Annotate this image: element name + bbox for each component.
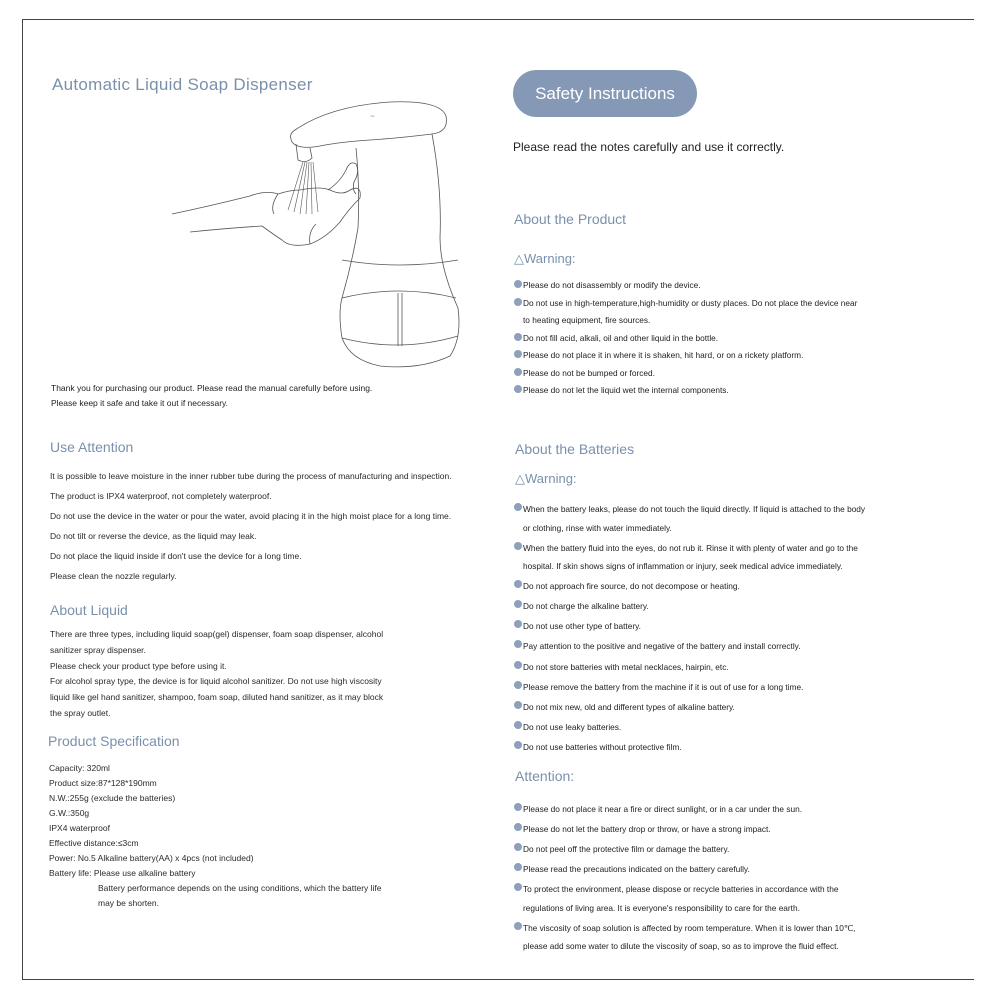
spec-line: Effective distance:≤3cm [49, 838, 139, 848]
bullet-icon [514, 823, 522, 831]
bullet-icon [514, 368, 522, 376]
page-title: Automatic Liquid Soap Dispenser [52, 75, 313, 94]
spec-line: Product size:87*128*190mm [49, 778, 157, 788]
bullet-icon [514, 333, 522, 341]
spec-line: Power: No.5 Alkaline battery(AA) x 4pcs (not included) [49, 853, 254, 863]
bullet-icon [514, 863, 522, 871]
text-line: the spray outlet. [50, 707, 111, 718]
bullet-icon [514, 661, 522, 669]
list-item: Please do not let the liquid wet the internal components. [514, 382, 954, 400]
frame-top-border [22, 19, 974, 20]
list-item: Please do not be bumped or forced. [514, 365, 954, 383]
list-item: When the battery fluid into the eyes, do not rub it. Rinse it with plenty of water and go to the hospital. If skin shows signs of inflammation or injury, seek medical advice immediately. [514, 539, 954, 576]
spec-line: may be shorten. [98, 898, 159, 908]
thanks-text [51, 381, 491, 411]
product-warning-label: △Warning: [514, 251, 576, 266]
list-item: Do not tilt or reverse the device, as the liquid may leak. [50, 531, 257, 541]
bullet-icon [514, 580, 522, 588]
attention-title: Attention: [515, 768, 575, 784]
list-item: Do not charge the alkaline battery. [514, 597, 954, 616]
about-liquid-title: About Liquid [50, 602, 128, 618]
list-item: Do not store batteries with metal necklaces, hairpin, etc. [514, 658, 954, 677]
product-spec-title: Product Specification [48, 733, 180, 749]
list-item: Please do not disassembly or modify the device. [514, 277, 954, 295]
list-item: Please remove the battery from the machine if it is out of use for a long time. [514, 678, 954, 697]
bullet-icon [514, 542, 522, 550]
list-item: Do not use other type of battery. [514, 617, 954, 636]
attention-list [514, 800, 954, 958]
bullet-icon [514, 600, 522, 608]
bullet-icon [514, 503, 522, 511]
list-item: Do not fill acid, alkali, oil and other liquid in the bottle. [514, 330, 954, 348]
spec-line: IPX4 waterproof [49, 823, 110, 833]
spec-line: N.W.:255g (exclude the batteries) [49, 793, 176, 803]
list-item: Do not peel off the protective film or damage the battery. [514, 840, 954, 859]
frame-left-border [22, 19, 23, 980]
list-item: Please do not place it in where it is shaken, hit hard, or on a rickety platform. [514, 347, 954, 365]
bullet-icon [514, 922, 522, 930]
text-line: liquid like gel hand sanitizer, shampoo, foam soap, diluted hand sanitizer, as it may block [50, 692, 384, 703]
safety-instructions-badge: Safety Instructions [513, 70, 697, 117]
safety-intro: Please read the notes carefully and use it correctly. [513, 140, 785, 154]
spec-line: Capacity: 320ml [49, 763, 110, 773]
bullet-icon [514, 681, 522, 689]
use-attention-title: Use Attention [50, 439, 134, 455]
list-item: Do not use batteries without protective film. [514, 738, 954, 757]
spec-line: G.W.:350g [49, 808, 90, 818]
list-item: Do not use leaky batteries. [514, 718, 954, 737]
text-line: sanitizer spray dispenser. [50, 644, 146, 655]
text-line: For alcohol spray type, the device is for liquid alcohol sanitizer. Do not use high viscosity [50, 676, 382, 687]
bullet-icon [514, 701, 522, 709]
list-item: Do not use the device in the water or pour the water, avoid placing it in the high moist place for a long time. [50, 511, 452, 521]
about-batteries-title: About the Batteries [515, 441, 635, 457]
bullet-icon [514, 620, 522, 628]
spec-line: Battery life: Please use alkaline battery [49, 868, 196, 878]
list-item: Pay attention to the positive and negative of the battery and install correctly. [514, 637, 954, 656]
thanks-line: Thank you for purchasing our product. Please read the manual carefully before using. [51, 383, 373, 393]
list-item: To protect the environment, please dispose or recycle batteries in accordance with the regulations of living area. It is everyone's responsibility to care for the earth. [514, 880, 954, 917]
product-spec-list [49, 761, 489, 911]
bullet-icon [514, 883, 522, 891]
thanks-line: Please keep it safe and take it out if necessary. [51, 398, 229, 408]
bullet-icon [514, 385, 522, 393]
list-item: Please read the precautions indicated on the battery carefully. [514, 860, 954, 879]
bullet-icon [514, 741, 522, 749]
spec-line: Battery performance depends on the using conditions, which the battery life [98, 883, 382, 893]
bullet-icon [514, 280, 522, 288]
list-item: Do not approach fire source, do not decompose or heating. [514, 577, 954, 596]
list-item: Please clean the nozzle regularly. [50, 571, 177, 581]
list-item: It is possible to leave moisture in the inner rubber tube during the process of manufacturing and inspection. [50, 471, 452, 481]
list-item: Please do not place it near a fire or direct sunlight, or in a car under the sun. [514, 800, 954, 819]
about-product-list [514, 277, 954, 400]
soap-dispenser-illustration [170, 98, 460, 373]
list-item: When the battery leaks, please do not touch the liquid directly. If liquid is attached to the body or clothing, rinse with water immediately. [514, 500, 954, 537]
text-line: Please check your product type before using it. [50, 660, 227, 671]
list-item: Do not use in high-temperature,high-humidity or dusty places. Do not place the device near to heating equipment, fire sources. [514, 295, 954, 330]
bullet-icon [514, 350, 522, 358]
bullet-icon [514, 640, 522, 648]
about-product-title: About the Product [514, 211, 627, 227]
list-item: The viscosity of soap solution is affected by room temperature. When it is lower than 10℃, please add some water to dilute the viscosity of soap, so as to improve the fluid effect. [514, 919, 954, 956]
text-line: There are three types, including liquid soap(gel) dispenser, foam soap dispenser, alcohol [50, 629, 384, 639]
bullet-icon [514, 843, 522, 851]
about-liquid-text [50, 627, 490, 722]
battery-warning-label: △Warning: [515, 471, 577, 486]
bullet-icon [514, 803, 522, 811]
frame-bottom-border [22, 979, 974, 980]
list-item: The product is IPX4 waterproof, not completely waterproof. [50, 491, 272, 501]
svg-text:~: ~ [370, 113, 376, 120]
bullet-icon [514, 298, 522, 306]
bullet-icon [514, 721, 522, 729]
use-attention-list [50, 469, 500, 589]
list-item: Do not mix new, old and different types of alkaline battery. [514, 698, 954, 717]
about-batteries-list [514, 500, 954, 758]
list-item: Do not place the liquid inside if don't use the device for a long time. [50, 551, 302, 561]
list-item: Please do not let the battery drop or throw, or have a strong impact. [514, 820, 954, 839]
